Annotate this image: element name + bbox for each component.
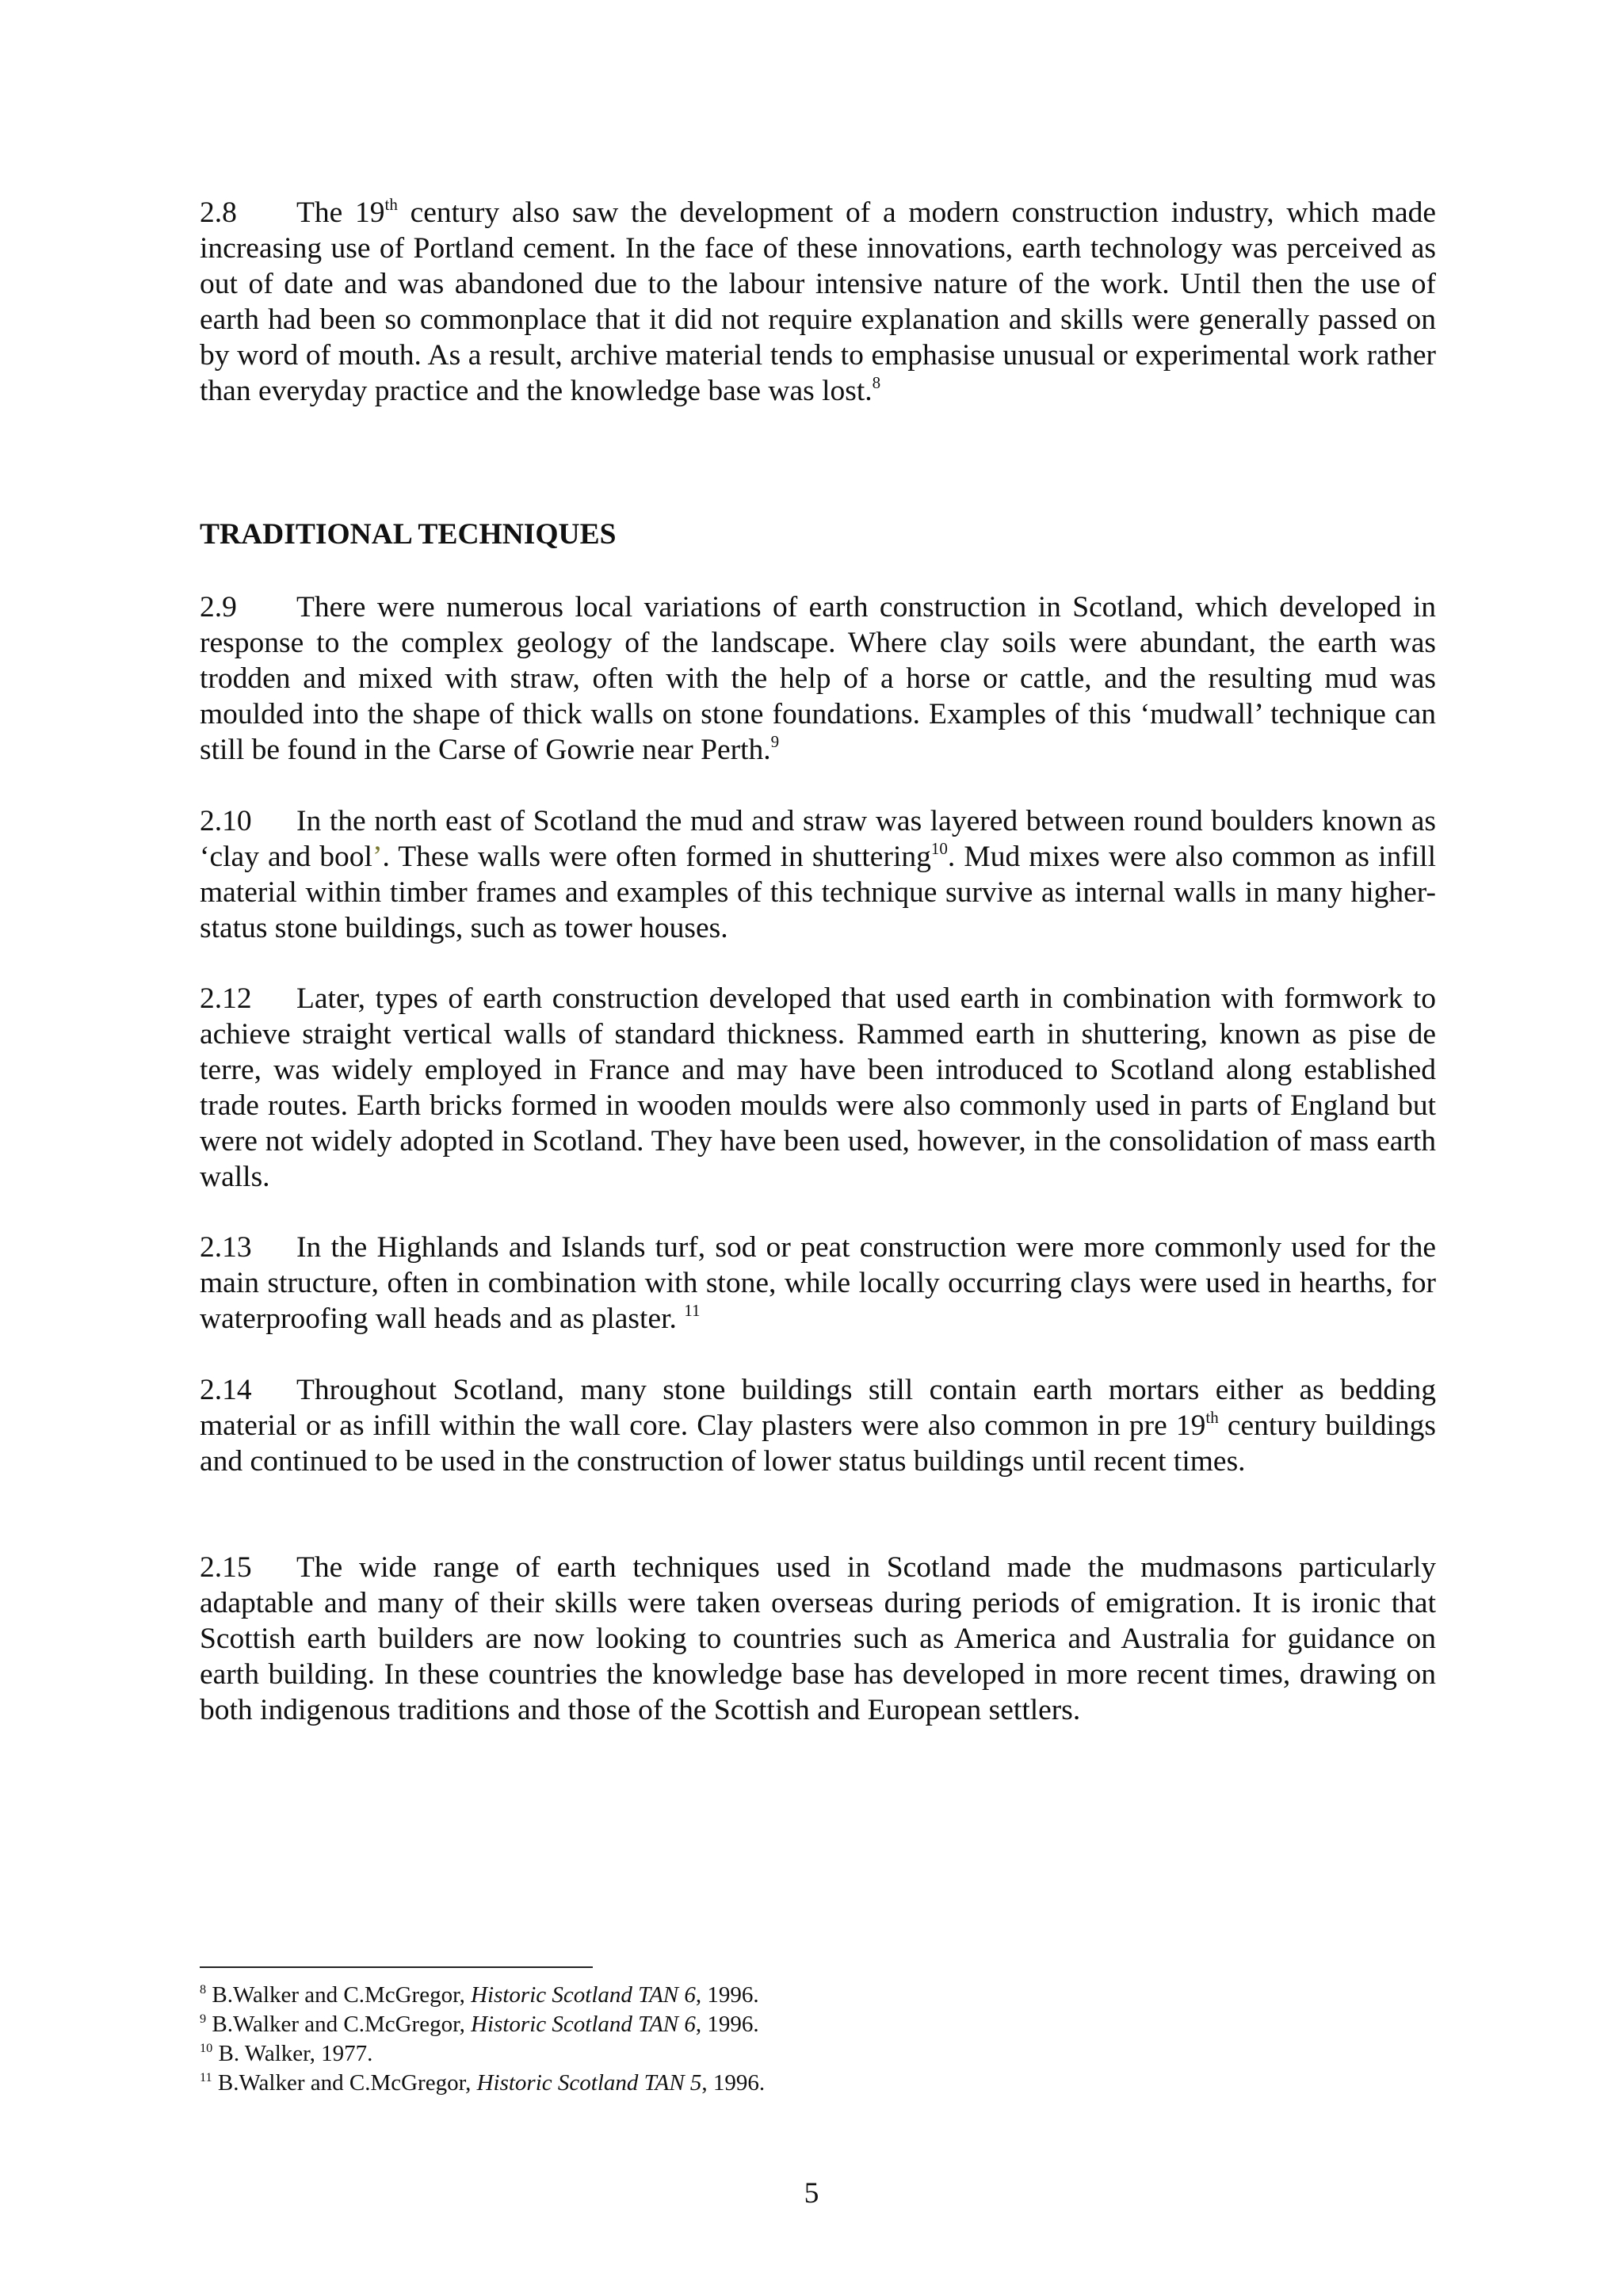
paragraph-2-10 (200, 803, 1436, 946)
superscript: th (384, 195, 398, 215)
paragraph-2-12 (200, 981, 1436, 1195)
paragraph-number: 2.12 (200, 982, 252, 1015)
footnote-author: B.Walker and C.McGregor, (206, 1982, 472, 2008)
page-number: 5 (804, 2177, 819, 2210)
paragraph-text: There were numerous local variations of earth construction in Scotland, which developed in response to the complex geology of the landscape. Where clay soils were abundant, the earth was trodden and mixed with straw, often with the help of a horse or cattle, and the resulting mud was moulded into the shape of thick walls on stone foundations. Examples of this ‘mudwall’ technique can still be found in the Carse of Gowrie near Perth. (200, 591, 1436, 766)
footnote-9 (200, 2010, 1436, 2039)
footnote-reference[interactable]: 8 (872, 373, 881, 393)
paragraph-2-14 (200, 1372, 1436, 1479)
footnote-reference[interactable]: 11 (684, 1301, 701, 1321)
footnote-11 (200, 2069, 1436, 2098)
superscript: th (1205, 1408, 1219, 1428)
paragraph-text: . These walls were often formed in shuttering (382, 841, 931, 873)
paragraph-number: 2.9 (200, 591, 237, 624)
paragraph-text: The 19 (296, 196, 385, 229)
footnote-title: Historic Scotland TAN 5 (476, 2070, 702, 2096)
paragraph-text: Later, types of earth construction developed that used earth in combination with formwork to achieve straight vertical walls of standard thickness. Rammed earth in shuttering, known as pise de terre, was widely employed in France and may have been introduced to Scotland along established trade routes. Earth bricks formed in wooden moulds were also commonly used in parts of England but were not widely adopted in Scotland. They have been used, however, in the consolidation of mass earth walls. (200, 982, 1436, 1193)
paragraph-number: 2.14 (200, 1374, 252, 1406)
footnote-author: B.Walker and C.McGregor, (206, 2012, 472, 2037)
footnote-year: , 1996. (695, 1982, 759, 2008)
footnote-author: B. Walker, 1977. (212, 2041, 373, 2066)
paragraph-number: 2.15 (200, 1551, 252, 1584)
paragraph-text: Throughout Scotland, many stone buildings still contain earth mortars either as bedding material or as infill within the wall core. Clay plasters were also common in pre 19 (200, 1374, 1436, 1442)
footnote-title: Historic Scotland TAN 6 (471, 1982, 696, 2008)
paragraph-2-13 (200, 1230, 1436, 1337)
footnote-number: 9 (200, 2011, 207, 2026)
paragraph-2-15 (200, 1550, 1436, 1728)
paragraph-text: In the Highlands and Islands turf, sod or peat construction were more commonly used for the main structure, often in combination with stone, while locally occurring clays were used in hearths, for waterproofing wall heads and as plaster. (200, 1231, 1436, 1335)
footnote-10 (200, 2039, 1436, 2069)
footnote-number: 8 (200, 1981, 207, 1997)
footnote-number: 11 (200, 2069, 212, 2084)
paragraph-text: century also saw the development of a modern construction industry, which made increasing use of Portland cement. In the face of these innovations, earth technology was perceived as out of date and was abandoned due to the labour intensive nature of the work. Until then the use of earth had been so commonplace that it did not require explanation and skills were generally passed on by word of mouth. As a result, archive material tends to emphasise unusual or experimental work rather than everyday practice and the knowledge base was lost. (200, 196, 1436, 407)
footnote-author: B.Walker and C.McGregor, (212, 2070, 477, 2096)
footnote-8 (200, 1981, 1436, 2010)
footnote-year: , 1996. (695, 2012, 759, 2037)
paragraph-text: The wide range of earth techniques used in Scotland made the mudmasons particularly adaptable and many of their skills were taken overseas during periods of emigration. It is ironic that Scottish earth builders are now looking to countries such as America and Australia for guidance on earth building. In these countries the knowledge base has developed in more recent times, drawing on both indigenous traditions and those of the Scottish and European settlers. (200, 1551, 1436, 1726)
paragraph-number: 2.13 (200, 1231, 252, 1264)
footnote-separator (200, 1966, 593, 1968)
paragraph-text: In the north east of Scotland the mud and straw was layered between round boulders known as ‘clay and bool (200, 805, 1436, 873)
paragraph-text: . Mud mixes were also common as infill material within timber frames and examples of this technique survive as internal walls in many higher-status stone buildings, such as tower houses. (200, 841, 1436, 944)
paragraph-2-8 (200, 195, 1436, 409)
paragraph-text: century buildings and continued to be used in the construction of lower status buildings until recent times. (200, 1409, 1436, 1478)
footnote-reference[interactable]: 10 (930, 839, 948, 859)
footnote-year: , 1996. (701, 2070, 766, 2096)
paragraph-number: 2.10 (200, 805, 252, 837)
footnote-title: Historic Scotland TAN 6 (471, 2012, 696, 2037)
footnote-reference[interactable]: 9 (770, 732, 780, 752)
paragraph-2-9 (200, 589, 1436, 768)
paragraph-number: 2.8 (200, 196, 237, 229)
footnotes (200, 1981, 1436, 2098)
section-heading: TRADITIONAL TECHNIQUES (200, 518, 617, 551)
closing-quote: ’ (372, 841, 383, 873)
footnote-number: 10 (200, 2040, 213, 2055)
